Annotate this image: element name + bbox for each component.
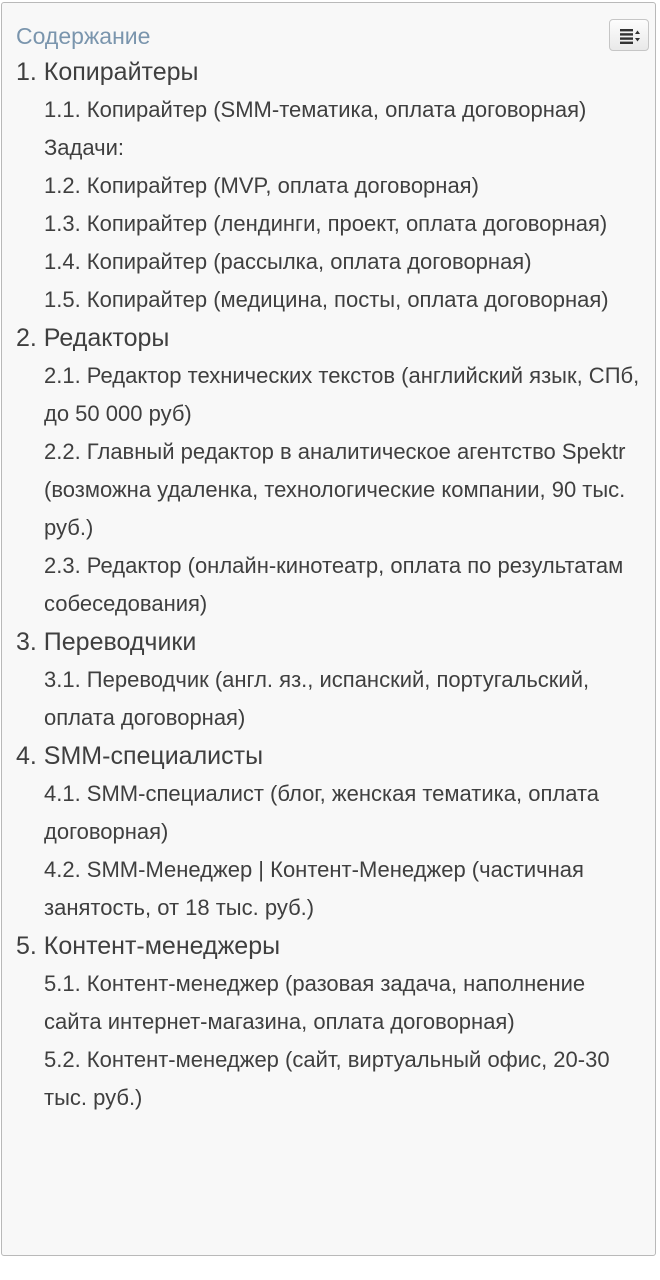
toc-sublist <box>16 661 641 737</box>
toc-subsection <box>44 91 641 167</box>
toc-header <box>16 19 641 53</box>
toc-subsection-link[interactable]: 5.1. Контент-менеджер (разовая задача, наполнение сайта интернет-магазина, оплата договорная) <box>44 971 586 1034</box>
toc-sublist <box>16 357 641 623</box>
toc-subsection-link[interactable]: 4.1. SMM-специалист (блог, женская тематика, оплата договорная) <box>44 781 600 844</box>
list-toggle-icon <box>620 28 640 44</box>
toc-subsection <box>44 851 641 927</box>
toc-section <box>16 53 641 319</box>
toc-subsection-link[interactable]: 5.2. Контент-менеджер (сайт, виртуальный офис, 20-30 тыс. руб.) <box>44 1047 610 1110</box>
toc-subsection <box>44 357 641 433</box>
toc-subsection-link[interactable]: 1.2. Копирайтер (MVP, оплата договорная) <box>44 173 479 198</box>
toc-list <box>16 53 641 1117</box>
toc-section-link[interactable]: 2. Редакторы <box>16 324 170 352</box>
toc-sublist <box>16 965 641 1117</box>
toc-sublist <box>16 775 641 927</box>
toc-subsection <box>44 205 641 243</box>
toc-section <box>16 623 641 737</box>
toc-subsection <box>44 965 641 1041</box>
toc-subsection-link[interactable]: 4.2. SMM-Менеджер | Контент-Менеджер (частичная занятость, от 18 тыс. руб.) <box>44 857 584 920</box>
toc-section-link[interactable]: 3. Переводчики <box>16 628 197 656</box>
toc-subsection <box>44 547 641 623</box>
toc-section <box>16 927 641 1117</box>
toc-subsection <box>44 433 641 547</box>
toc-subsection-link[interactable]: 2.2. Главный редактор в аналитическое агентство Spektr (возможна удаленка, технологические компании, 90 тыс. руб.) <box>44 439 626 540</box>
toc-section <box>16 737 641 927</box>
toc-subsection-link[interactable]: 1.5. Копирайтер (медицина, посты, оплата договорная) <box>44 287 609 312</box>
toc-subsection <box>44 1041 641 1117</box>
toc-subsection <box>44 775 641 851</box>
toc-toggle-button[interactable] <box>609 19 649 51</box>
toc-subsection-link[interactable]: 2.1. Редактор технических текстов (английский язык, СПб, до 50 000 руб) <box>44 363 640 426</box>
toc-section-link[interactable]: 5. Контент-менеджеры <box>16 932 281 960</box>
toc-subsection-link[interactable]: 1.3. Копирайтер (лендинги, проект, оплата договорная) <box>44 211 608 236</box>
toc-section <box>16 319 641 623</box>
table-of-contents <box>1 2 656 1256</box>
toc-subsection <box>44 281 641 319</box>
toc-subsection-link[interactable]: 3.1. Переводчик (англ. яз., испанский, португальский, оплата договорная) <box>44 667 590 730</box>
toc-section-link[interactable]: 1. Копирайтеры <box>16 58 199 86</box>
toc-subsection-link[interactable]: 1.4. Копирайтер (рассылка, оплата договорная) <box>44 249 532 274</box>
toc-sublist <box>16 91 641 319</box>
toc-subsection-link[interactable]: 1.1. Копирайтер (SMM-тематика, оплата договорная) Задачи: <box>44 97 587 160</box>
toc-subsection-link[interactable]: 2.3. Редактор (онлайн-кинотеатр, оплата по результатам собеседования) <box>44 553 624 616</box>
toc-subsection <box>44 243 641 281</box>
toc-subsection <box>44 661 641 737</box>
toc-subsection <box>44 167 641 205</box>
toc-title: Содержание <box>16 23 151 49</box>
toc-section-link[interactable]: 4. SMM-специалисты <box>16 742 264 770</box>
